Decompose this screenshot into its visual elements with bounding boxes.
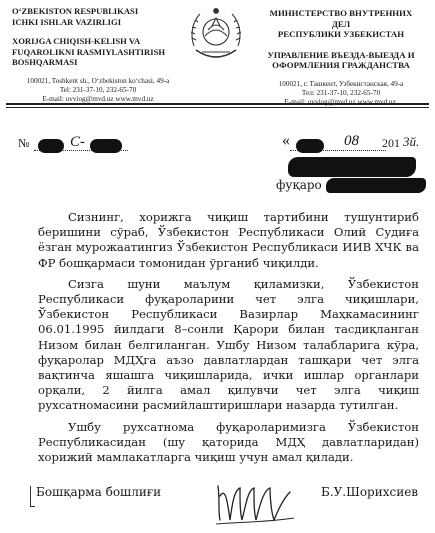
redaction-blot [38,139,64,153]
date-month: 08 [344,133,359,149]
recipient-label: фуқаро [276,178,322,192]
signature-bracket [30,486,35,507]
state-emblem-icon [188,6,244,68]
body-paragraph: Сизнинг, хорижга чиқиш тартибини тушунтириб беришини сўраб, Ўзбекистон Республикаси Олий Судиға ёзган мурожаатингиз Ўзбекистон Республикаси ИИВ ХЧК ва ФР бошқармаси томонидан ўрганиб чиқилди. [38,210,419,270]
date-year-handwritten: 3й. [403,134,420,149]
date-open-quote: « [282,132,290,149]
registration-number [18,136,128,154]
department-name-ru: УПРАВЛЕНИЕ ВЪЕЗДА-ВЫЕЗДА И ОФОРМЛЕНИЯ ГРАЖДАНСТВА [267,49,415,70]
header-divider-thin [6,107,429,108]
redaction-blot [326,178,426,193]
address-uz: 100021, Toshkent sh., O‘zbekiston ko‘chasi, 49-a Tel: 231-37-10, 232-65-70 E-mail: uvviog@mvd.uz www.mvd.uz [26,76,170,103]
number-handwritten: С- [70,134,85,150]
signatory-name: Б.У.Шорихсиев [321,485,419,499]
letter-body [38,210,419,471]
number-sign: № [18,136,30,150]
redaction-blot [288,157,416,177]
header-divider-thick [6,103,429,105]
ministry-name-ru: МИНИСТЕРСТВО ВНУТРЕННИХ ДЕЛ РЕСПУБЛИКИ УЗБЕКИСТАН [269,8,413,39]
date-year-printed: 201 [382,136,400,150]
handwritten-signature [210,476,300,528]
redaction-blot [296,139,324,153]
recipient-line [276,178,426,193]
signatory-title: Бошқарма бошлиғи [36,485,162,499]
registration-date [282,132,422,154]
redaction-blot [90,139,122,153]
department-name-uz: XORIJGA CHIQISH-KELISH VA FUQAROLIKNI RASMIYLASHTIRISH BOSHQARMASI [12,36,166,67]
body-paragraph: Ушбу рухсатнома фуқароларимизга Ўзбекистон Республикасидан (шу қаторида МДҲ давлатларидан) хорижий мамлакатларга чиқиш учун амал қилади. [38,419,419,465]
letterhead-left [12,6,184,104]
letterhead-right [261,8,421,107]
body-paragraph: Сизга шуни маълум қиламизки, Ўзбекистон Республикаси фуқароларини чет элга чиқишлари, Ўзбекистон Республикаси Вазирлар Маҳкамасининг 06.01.1995 йилдаги 8–сонли Қарори билан тасдиқланган Низом билан белгиланган. Ушбу Низом талабларига кўра, фуқаролар МДҲга аъзо давлатлардан ташқари чет элга вақтинча яшашга чиқишларида, ички ишлар органлари орқали, 2 йилга амал қилувчи чет элга чиқиш рухсатномасини расмийлаштиришлари назарда тутилган. [38,276,419,413]
ministry-name-uz: O‘ZBEKISTON RESPUBLIKASI ICHKI ISHLAR VAZIRLIGI [12,6,139,27]
address-ru: 100021, г. Ташкент, Узбекистанская, 49-а Тел: 231-37-10, 232-65-70 E-mail: uvviog@mvd.uz www.mvd.uz. [278,79,404,106]
